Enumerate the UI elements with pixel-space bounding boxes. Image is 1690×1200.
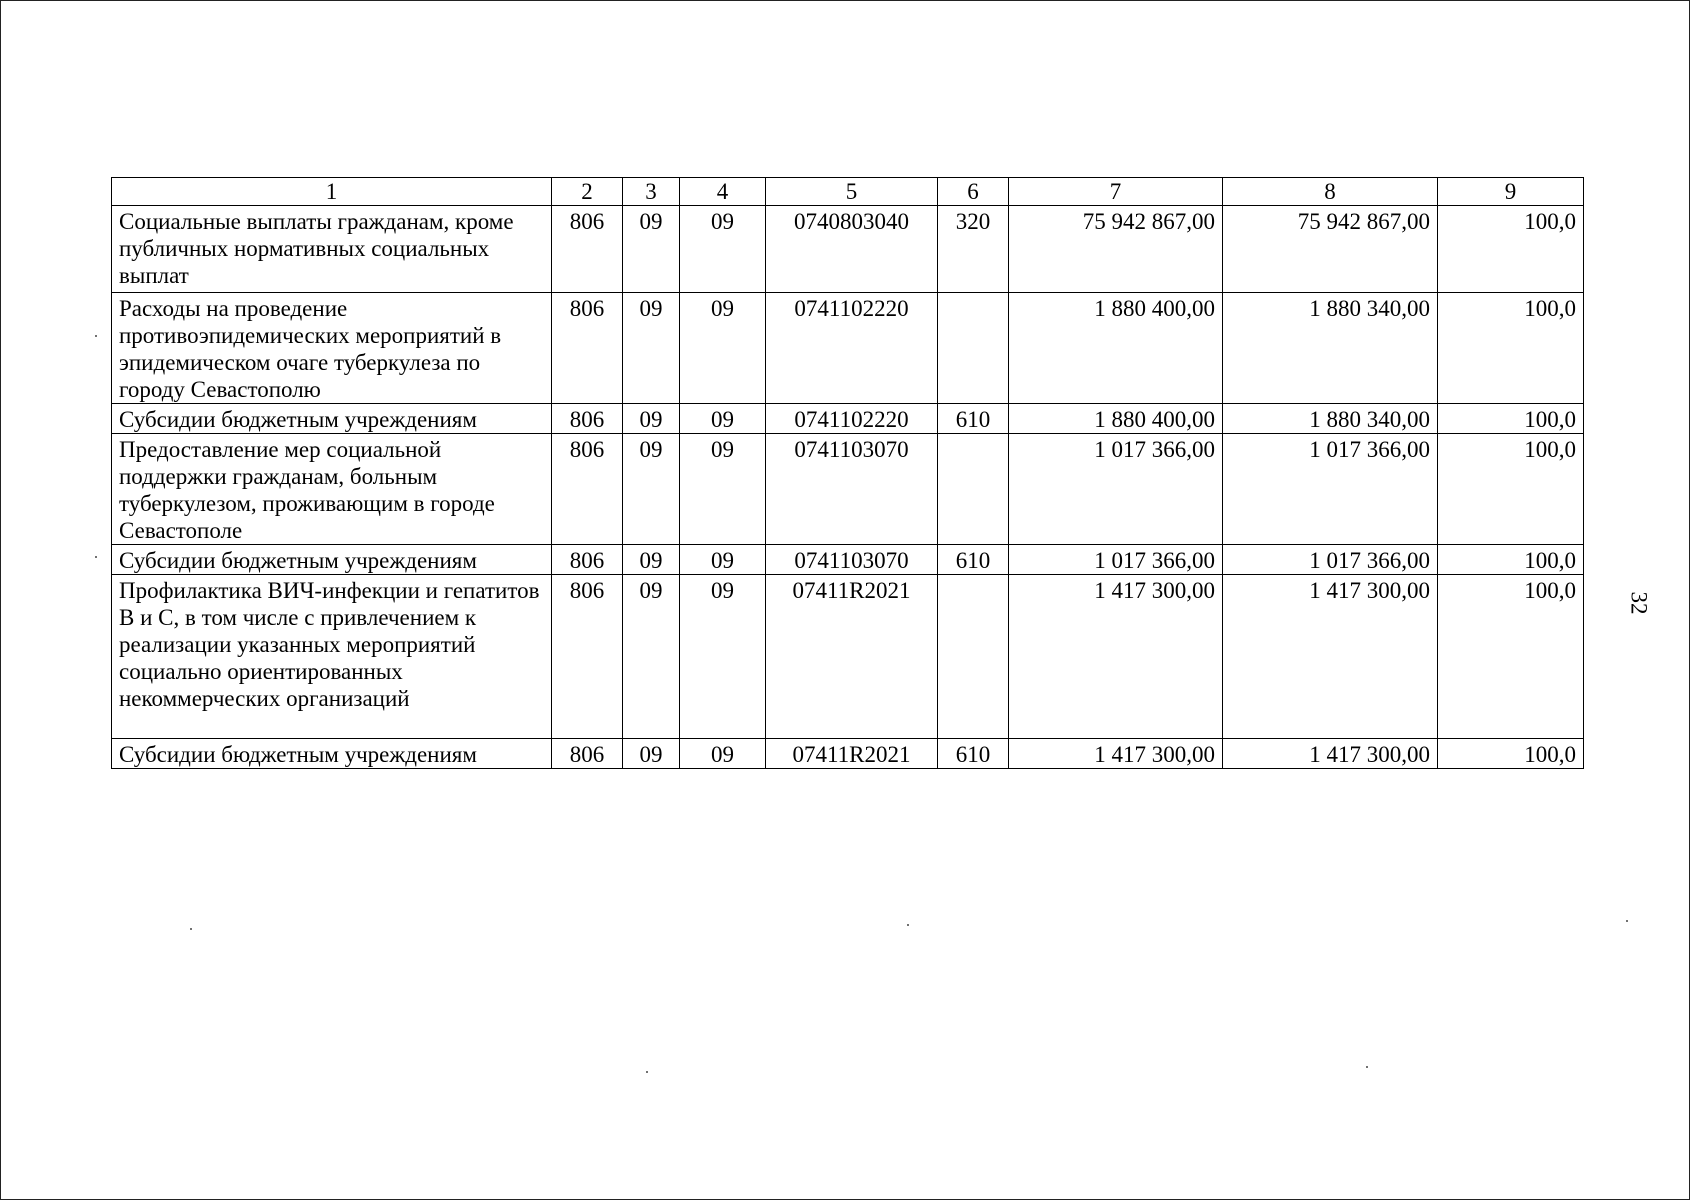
cell-section: 09 <box>623 404 680 434</box>
cell-planned-amount: 1 017 366,00 <box>1009 434 1223 545</box>
scan-speck <box>646 1071 648 1073</box>
cell-percent: 100,0 <box>1438 206 1584 293</box>
table-row <box>112 434 1584 545</box>
column-header: 7 <box>1009 178 1223 206</box>
cell-ministry-code: 806 <box>552 545 623 575</box>
row-description: Предоставление мер социальной поддержки гражданам, больным туберкулезом, проживающим в городе Севастополе <box>112 434 552 545</box>
column-header: 5 <box>766 178 938 206</box>
cell-actual-amount: 1 417 300,00 <box>1223 575 1438 739</box>
cell-expense-type: 320 <box>938 206 1009 293</box>
scan-speck <box>95 556 97 558</box>
cell-actual-amount: 1 880 340,00 <box>1223 293 1438 404</box>
cell-subsection: 09 <box>680 404 766 434</box>
cell-ministry-code: 806 <box>552 575 623 739</box>
cell-section: 09 <box>623 293 680 404</box>
column-header: 4 <box>680 178 766 206</box>
cell-target-article: 0741102220 <box>766 293 938 404</box>
cell-target-article: 0741103070 <box>766 434 938 545</box>
cell-expense-type <box>938 434 1009 545</box>
column-header: 3 <box>623 178 680 206</box>
cell-target-article: 07411R2021 <box>766 739 938 769</box>
table-row <box>112 206 1584 293</box>
cell-planned-amount: 1 417 300,00 <box>1009 575 1223 739</box>
cell-planned-amount: 75 942 867,00 <box>1009 206 1223 293</box>
table-row <box>112 575 1584 739</box>
scan-speck <box>190 928 192 930</box>
budget-table <box>111 177 1584 769</box>
row-description: Субсидии бюджетным учреждениям <box>112 739 552 769</box>
row-description: Социальные выплаты гражданам, кроме публичных нормативных социальных выплат <box>112 206 552 293</box>
cell-percent: 100,0 <box>1438 293 1584 404</box>
cell-ministry-code: 806 <box>552 206 623 293</box>
row-description: Расходы на проведение противоэпидемических мероприятий в эпидемическом очаге туберкулеза по городу Севастополю <box>112 293 552 404</box>
column-header: 8 <box>1223 178 1438 206</box>
cell-section: 09 <box>623 739 680 769</box>
cell-actual-amount: 75 942 867,00 <box>1223 206 1438 293</box>
cell-ministry-code: 806 <box>552 293 623 404</box>
cell-target-article: 0740803040 <box>766 206 938 293</box>
cell-subsection: 09 <box>680 545 766 575</box>
cell-section: 09 <box>623 434 680 545</box>
cell-actual-amount: 1 017 366,00 <box>1223 434 1438 545</box>
row-description: Субсидии бюджетным учреждениям <box>112 404 552 434</box>
scan-speck <box>95 335 97 337</box>
cell-ministry-code: 806 <box>552 739 623 769</box>
cell-expense-type <box>938 575 1009 739</box>
cell-subsection: 09 <box>680 293 766 404</box>
cell-percent: 100,0 <box>1438 404 1584 434</box>
cell-section: 09 <box>623 206 680 293</box>
table-row <box>112 293 1584 404</box>
cell-target-article: 0741103070 <box>766 545 938 575</box>
scan-speck <box>907 924 909 926</box>
cell-subsection: 09 <box>680 206 766 293</box>
cell-section: 09 <box>623 575 680 739</box>
cell-ministry-code: 806 <box>552 404 623 434</box>
table-row <box>112 545 1584 575</box>
cell-planned-amount: 1 017 366,00 <box>1009 545 1223 575</box>
column-header: 2 <box>552 178 623 206</box>
row-description: Субсидии бюджетным учреждениям <box>112 545 552 575</box>
table-header-row <box>112 178 1584 206</box>
cell-subsection: 09 <box>680 434 766 545</box>
cell-percent: 100,0 <box>1438 575 1584 739</box>
cell-planned-amount: 1 880 400,00 <box>1009 293 1223 404</box>
column-header: 1 <box>112 178 552 206</box>
cell-percent: 100,0 <box>1438 545 1584 575</box>
cell-expense-type: 610 <box>938 545 1009 575</box>
page-number: 32 <box>1626 591 1652 615</box>
scan-speck <box>1626 920 1628 922</box>
cell-percent: 100,0 <box>1438 739 1584 769</box>
cell-actual-amount: 1 017 366,00 <box>1223 545 1438 575</box>
cell-target-article: 0741102220 <box>766 404 938 434</box>
cell-target-article: 07411R2021 <box>766 575 938 739</box>
cell-subsection: 09 <box>680 575 766 739</box>
cell-expense-type: 610 <box>938 404 1009 434</box>
cell-expense-type <box>938 293 1009 404</box>
cell-subsection: 09 <box>680 739 766 769</box>
cell-actual-amount: 1 417 300,00 <box>1223 739 1438 769</box>
cell-section: 09 <box>623 545 680 575</box>
cell-ministry-code: 806 <box>552 434 623 545</box>
table-row <box>112 739 1584 769</box>
column-header: 9 <box>1438 178 1584 206</box>
scan-speck <box>1366 1066 1368 1068</box>
cell-expense-type: 610 <box>938 739 1009 769</box>
cell-actual-amount: 1 880 340,00 <box>1223 404 1438 434</box>
cell-planned-amount: 1 417 300,00 <box>1009 739 1223 769</box>
row-description: Профилактика ВИЧ-инфекции и гепатитов В и С, в том числе с привлечением к реализации указанных мероприятий социально ориентированных некоммерческих организаций <box>112 575 552 739</box>
cell-planned-amount: 1 880 400,00 <box>1009 404 1223 434</box>
cell-percent: 100,0 <box>1438 434 1584 545</box>
table-row <box>112 404 1584 434</box>
column-header: 6 <box>938 178 1009 206</box>
